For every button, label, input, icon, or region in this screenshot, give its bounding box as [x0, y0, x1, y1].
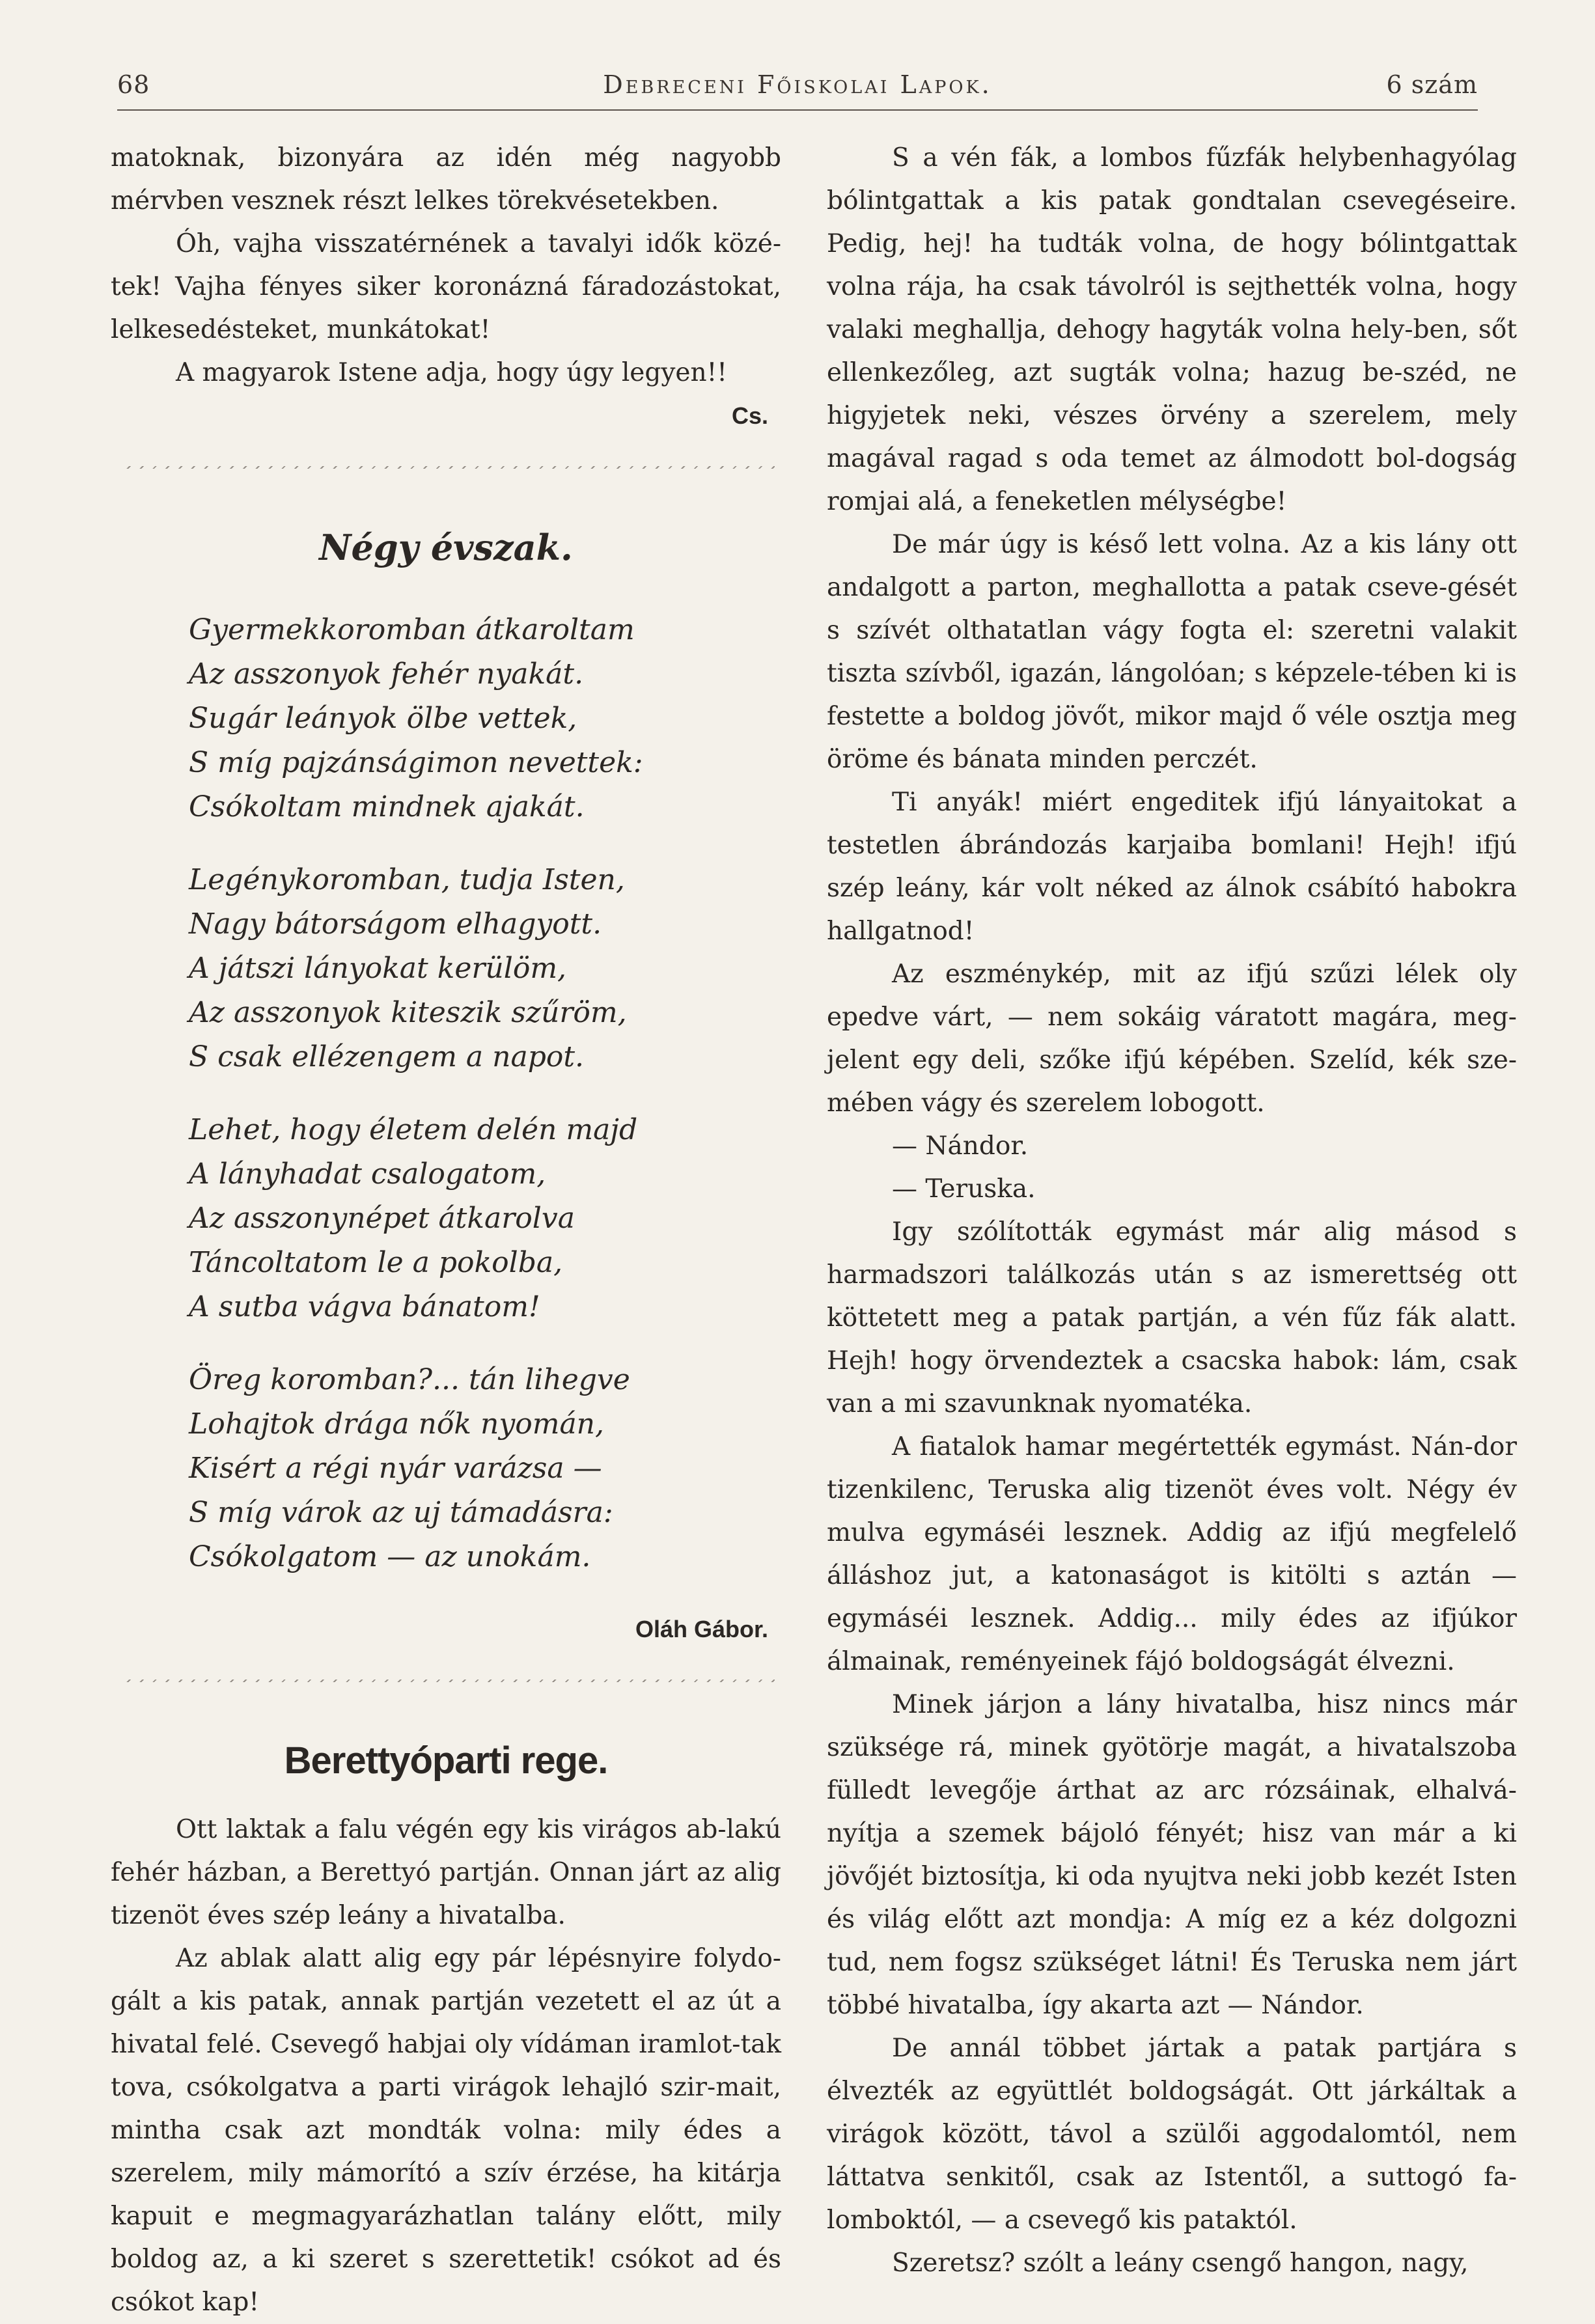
poem-line: Kisért a régi nyár varázsa —: [189, 1452, 602, 1485]
story-paragraph: Minek járjon a lány hivatalba, hisz nincs már szüksége rá, minek gyötörje magát, a hivatalszoba fülledt levegője árthat az arc rózsáinak, elhalvá-nyítja a szemek bájoló fényét; hisz van már a ki jövőjét biztosítja, ki oda nyujtva neki jobb kezét Isten és világ előtt azt mondja: A míg ez a kéz dolgozni tud, nem fogsz szükséget látni! És Teruska nem járt többé hivatalba, így akarta azt — Nándor.: [827, 1690, 1517, 2020]
issue-number: 6 szám: [1386, 70, 1478, 99]
section-divider: [124, 1668, 775, 1694]
poem-line: Az asszonyok fehér nyakát.: [189, 657, 584, 691]
poem-stanza: [189, 1358, 781, 1579]
dialogue-line: — Nándor.: [892, 1131, 1029, 1161]
header-rule: [117, 109, 1478, 111]
poem-stanza: [189, 1108, 781, 1329]
story-paragraph: S a vén fák, a lombos fűzfák helybenhagyólag bólintgattak a kis patak gondtalan csevegéseire. Pedig, hej! ha tudták volna, de hogy bólintgattak volna rája, ha csak távolról is sejthették volna, hogy valaki meghallja, dehogy hagyták volna hely-ben, sőt ellenkezőleg, azt sugták volna; hazug be-széd, ne higyjetek neki, vészes örvény a szerelem, mely magával ragad s oda temet az álmodott bol-dogság romjai alá, a feneketlen mélységbe!: [827, 143, 1517, 516]
poem-line: Öreg koromban?... tán lihegve: [189, 1363, 630, 1396]
poem-author: Oláh Gábor.: [635, 1616, 768, 1642]
intro-paragraph: matoknak, bizonyára az idén még nagyobb mérvben vesznek részt lelkes törekvésetekben.: [111, 143, 781, 215]
poem-line: Csókoltam mindnek ajakát.: [189, 790, 585, 823]
poem-line: A lányhadat csalogatom,: [189, 1157, 546, 1191]
poem-stanza: [189, 858, 781, 1079]
poem-line: Az asszonyok kiteszik szűröm,: [189, 996, 627, 1029]
poem-line: S míg várok az uj támadásra:: [189, 1496, 613, 1529]
poem-line: Sugár leányok ölbe vettek,: [189, 702, 577, 735]
poem-title: Négy évszak.: [319, 527, 573, 568]
story-paragraph: Ott laktak a falu végén egy kis virágos ab-lakú fehér házban, a Berettyó partján. Onnan járt az alig tizenöt éves szép leány a hivatalba.: [111, 1815, 781, 1930]
poem-line: Nagy bátorságom elhagyott.: [189, 907, 602, 941]
story-paragraph: Az ablak alatt alig egy pár lépésnyire folydo-gált a kis patak, annak partján vezetett el az út a hivatal felé. Csevegő habjai oly vídáman iramlot-tak tova, csókolgatva a parti virágok lehajló szir-mait, mintha csak azt mondták volna: mily édes a szerelem, mily mámorító a szív érzése, ha kitárja kapuit e megmagyarázhatlan talány előtt, mily boldog az, a ki szeret s szerettetik! csókot ad és csókot kap!: [111, 1944, 781, 2317]
dialogue-line: — Teruska.: [892, 1174, 1036, 1204]
poem-line: Gyermekkoromban átkaroltam: [189, 613, 635, 646]
story-paragraph: De már úgy is késő lett volna. Az a kis lány ott andalgott a parton, meghallotta a patak cseve-gését s szívét olthatatlan vágy fogta el: szeretni valakit tiszta szívből, igazán, lángolóan; s képzele-tében ki is festette a boldog jövőt, mikor majd ő véle osztja meg öröme és bánata minden perczét.: [827, 530, 1517, 774]
poem-line: S míg pajzánságimon nevettek:: [189, 746, 643, 779]
poem-line: Csókolgatom — az unokám.: [189, 1540, 591, 1573]
poem-line: A játszi lányokat kerülöm,: [189, 952, 567, 985]
intro-signature: Cs.: [731, 402, 768, 429]
story-title: Berettyóparti rege.: [284, 1739, 608, 1782]
poem-line: A sutba vágva bánatom!: [189, 1290, 540, 1323]
poem-stanza: [189, 608, 781, 829]
story-paragraph: Az eszménykép, mit az ifjú szűzi lélek oly epedve várt, — nem sokáig váratott magára, meg-jelent egy deli, szőke ifjú képében. Szelíd, kék sze-mében vágy és szerelem lobogott.: [827, 960, 1517, 1118]
page-number: 68: [117, 70, 150, 99]
poem-line: S csak ellézengem a napot.: [189, 1040, 585, 1073]
story-paragraph: A fiatalok hamar megértették egymást. Nán-dor tizenkilenc, Teruska alig tizenöt éves volt. Négy év mulva egymáséi lesznek. Addig az ifjú megfelelő álláshoz jut, a katonaságot is kitölti s aztán — egymáséi lesznek. Addig... mily édes az ifjúkor álmainak, reményeinek fájó boldogságát élvezni.: [827, 1432, 1517, 1676]
poem-line: Táncoltatom le a pokolba,: [189, 1246, 563, 1279]
section-divider: [124, 454, 775, 480]
poem-line: Lohajtok drága nők nyomán,: [189, 1407, 604, 1441]
left-column: [111, 137, 781, 2324]
story-paragraph: Igy szólították egymást már alig másod s harmadszori találkozás után s az ismerettség ott köttetett meg a patak partján, a vén fűz fák alatt. Hejh! hogy örvendeztek a csacska habok: lám, csak van a mi szavunknak nyomatéka.: [827, 1217, 1517, 1418]
poem-line: Legénykoromban, tudja Isten,: [189, 863, 625, 896]
story-paragraph: Szeretsz? szólt a leány csengő hangon, nagy,: [892, 2248, 1469, 2278]
story-paragraph: De annál többet jártak a patak partjára s élvezték az együttlét boldogságát. Ott járkáltak a virágok között, távol a szülői aggodalomtól, nem láttatva senkitől, csak az Istentől, a suttogó fa-lomboktól, — a csevegő kis pataktól.: [827, 2034, 1517, 2235]
poem-line: Az asszonynépet átkarolva: [189, 1202, 575, 1235]
journal-title: Debreceni Főiskolai Lapok.: [603, 70, 992, 99]
story-paragraph: Ti anyák! miért engeditek ifjú lányaitokat a testetlen ábrándozás karjaiba bomlani! Hejh! ifjú szép leány, kár volt néked az álnok csábító habokra hallgatnod!: [827, 788, 1517, 946]
intro-paragraph: Óh, vajha visszatérnének a tavalyi idők közé-tek! Vajha fényes siker koronázná fáradozástokat, lelkesedésteket, munkátokat!: [111, 229, 781, 344]
intro-paragraph: A magyarok Istene adja, hogy úgy legyen!!: [176, 358, 727, 387]
right-column: [827, 137, 1517, 2285]
poem-line: Lehet, hogy életem delén majd: [189, 1113, 638, 1146]
